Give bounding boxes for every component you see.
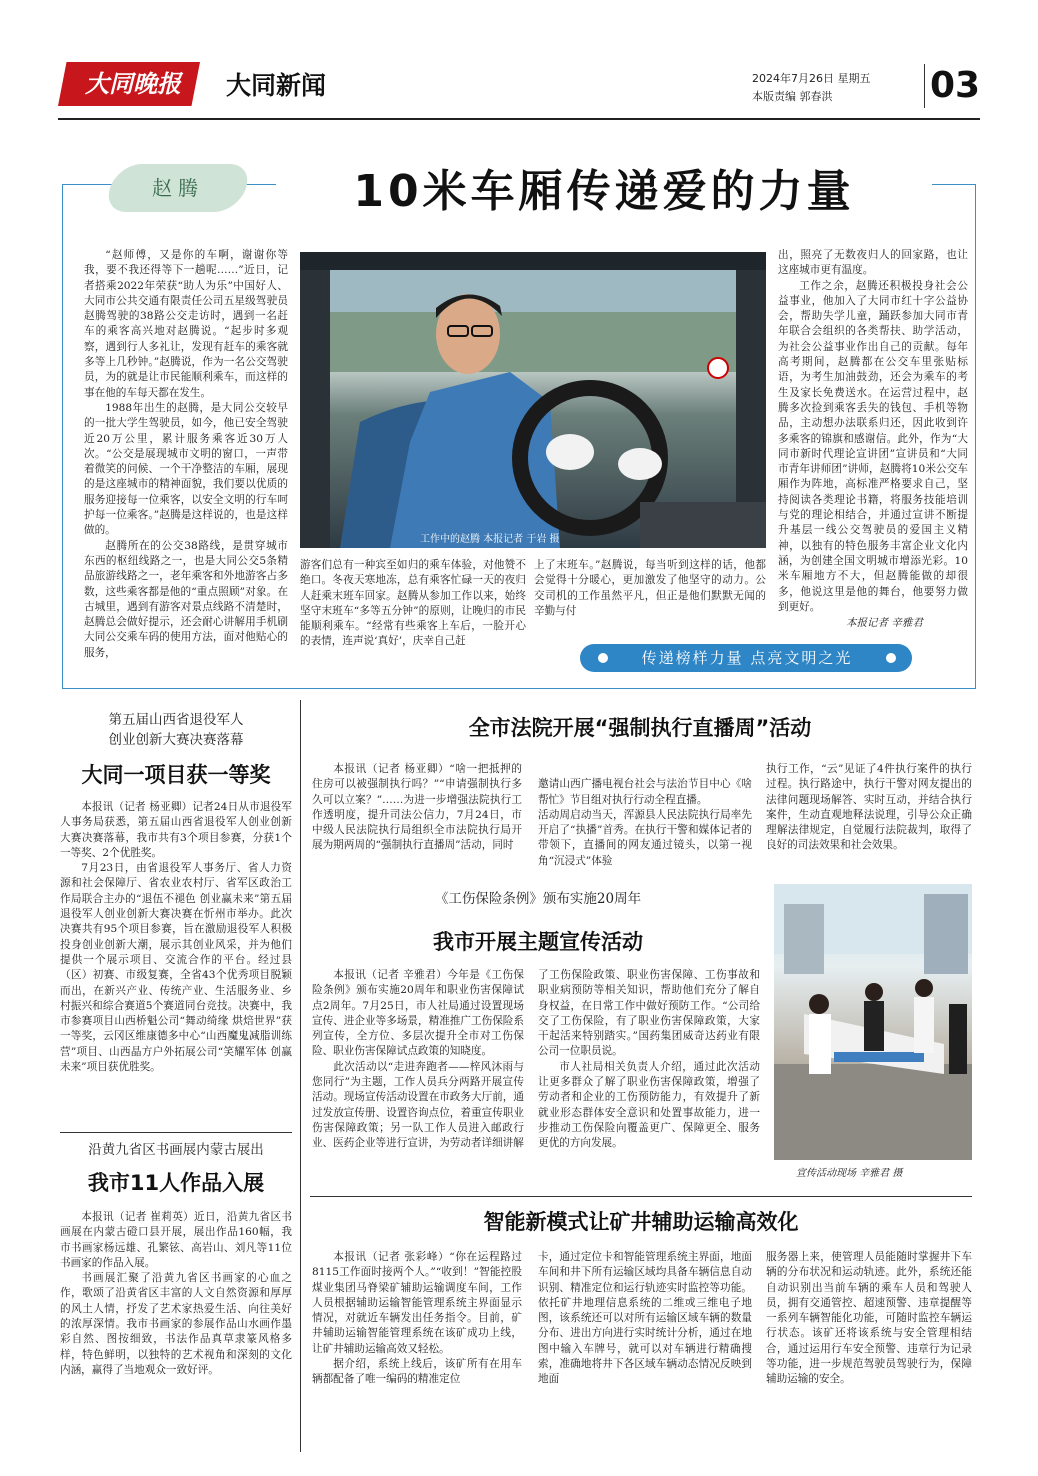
veterans-paragraph: 本报讯（记者 杨亚卿）记者24日从市退役军人事务局获悉，第五届山西省退役军人创业创新大赛决赛落幕，我市共有3个项目参赛，分获1个一等奖、2个优胜奖。 <box>60 801 292 859</box>
court-column-2 <box>538 762 752 872</box>
column-divider <box>300 700 301 1452</box>
feature-paragraph: 出，照亮了无数夜归人的回家路，也让这座城市更有温度。 <box>778 249 968 277</box>
feature-paragraph: 工作之余，赵腾还积极投身社会公益事业，他加入了大同市红十字公益协会，帮助失学儿童，踊跃参加大同市青年联合会组织的各类帮扶、助学活动，为社会公益事业作出自己的贡献。每年高考期间，赵腾都在公交车里张贴标语，为考生加油鼓劲，还会为乘车的考生及家长免费送水。在运营过程中，赵腾多次捡到乘客丢失的钱包、手机等物品，主动想办法联系归还，因此收到许多乘客的锦旗和感谢信。此外，作为“大同市新时代理论宣讲团”宣讲员和“大同市青年讲师团”讲师，赵腾将10米公交车厢作为阵地，高标准严格要求自己，坚持阅读各类理论书籍，将服务技能培训与党的理论相结合，并通过宣讲不断提升基层一线公交驾驶员的爱国主义精神，以独有的特色服务丰富企业文化内涵，为创建全国文明城市增添光彩。10米车厢地方不大，但赵腾能做的却很多，他说这里是他的舞台，他要努力做到更好。 <box>778 279 968 613</box>
logo-text: 大同晚报 <box>85 69 181 98</box>
editor-line: 本版责编 郭春洪 <box>752 90 833 103</box>
art-body <box>60 1210 292 1446</box>
mine-column-1 <box>312 1250 522 1446</box>
campaign-photo-caption: 宣传活动现场 辛雅君 摄 <box>796 1168 903 1179</box>
date-line: 2024年7月26日 星期五 <box>752 72 871 85</box>
page-number: 03 <box>930 65 981 106</box>
mine-paragraph: 本报讯（记者 张彩峰）“你在运程路过8115工作面时接两个人。”“收到！”智能控股煤业集团马脊梁矿辅助运输调度车间，工作人员根据辅助运输智能管理系统主界面显示情况，对就近车辆发出任务指令。目前，矿井辅助运输智能管理系统在该矿成功上线，让矿井辅助运输高效又轻松。 <box>312 1251 522 1355</box>
insurance-kicker: 《工伤保险条例》颁布实施20周年 <box>434 891 642 907</box>
feature-photo-caption: 工作中的赵腾 本报记者 于岩 摄 <box>420 534 560 545</box>
feature-paragraph: 赵腾所在的公交38路线，是贯穿城市东西的枢纽线路之一，也是大同公交5条精品旅游线路之一，老年乘客和外地游客占多数，这些乘客都是他的“重点照顾”对象。在古城里，遇到有游客对景点线路不清楚时，赵腾总会做好提示，还会耐心讲解用手机刷大同公交乘车码的使用方法，面对他贴心的服务， <box>84 539 288 659</box>
banner-dot-left <box>598 653 608 663</box>
section-name: 大同新闻 <box>226 71 327 100</box>
masthead <box>58 58 980 116</box>
court-paragraph: 执行工作，“云”见证了4件执行案件的执行过程。执行路途中，执行干警对网友提出的法律问题现场解答、实时互动，并结合执行案件，生动直观地释法说理，引导公众正确理解法律规定，自觉履行法院裁判，取得了良好的司法效果和社会效果。 <box>766 763 972 852</box>
masthead-divider <box>924 64 925 108</box>
campaign-illustration <box>774 884 972 1160</box>
art-paragraph: 书画展汇聚了沿黄九省区书画家的心血之作，歌颂了沿黄省区丰富的人文自然资源和厚厚的风土人情，抒发了艺术家热爱生活、向往美好的浓厚深情。我市书画家的参展作品山水画作墨彩自然、图按细致，书法作品真草隶篆风格多样，特色鲜明，以独特的艺术视角和深刻的文化内涵，赢得了当地观众一致好评。 <box>60 1272 292 1376</box>
feature-title: 10米车厢传递爱的力量 <box>276 160 932 224</box>
art-title: 我市11人作品入展 <box>87 1171 265 1195</box>
feature-paragraph: 1988年出生的赵腾，是大同公交较早的一批大学生驾驶员，如今，他已安全驾驶近20万公里，累计服务乘客近30万人次。“公交是展现城市文明的窗口，一声带着微笑的问候、一个干净整洁的车厢，展现的是这座城市的精神面貌，我们要以优质的服务迎接每一位乘客，以安全文明的行车呵护每一位乘客。”赵腾是这样说的，也是这样做的。 <box>84 401 288 537</box>
feature-column-1 <box>84 248 288 680</box>
mine-title: 智能新模式让矿井辅助运输高效化 <box>483 1210 799 1234</box>
banner-dot-right <box>886 653 896 663</box>
feature-column-4 <box>778 248 968 618</box>
court-title: 全市法院开展“强制执行直播周”活动 <box>468 716 812 740</box>
art-paragraph: 本报讯（记者 崔莉英）近日，沿黄九省区书画展在内蒙古磴口县开展，展出作品160幅，我市书画家杨远雄、孔繁铉、高岩山、刘凡等11位书画家的作品入展。 <box>60 1211 292 1269</box>
veterans-title: 大同一项目获一等奖 <box>81 763 271 787</box>
insurance-column-2 <box>538 968 760 1192</box>
masthead-rule <box>58 118 980 120</box>
bus-driver-illustration <box>300 252 766 548</box>
feature-paragraph: 上了末班车。”赵腾说，每当听到这样的话，他都会觉得十分暖心，更加激发了他坚守的动力。公交司机的工作虽然平凡，但正是他们默默无闻的辛勤与付 <box>534 559 766 617</box>
veterans-body <box>60 800 292 1124</box>
feature-paragraph: “赵师傅，又是你的车啊，谢谢你等我，要不我还得等下一趟呢……”近日，记者搭乘2022年荣获“助人为乐”中国好人、大同市公共交通有限责任公司五星级驾驶员赵腾驾驶的38路公交走访时，遇到一名赶车的乘客高兴地对赵腾说。“起步时多观察，遇到行人多礼让，发现有赶车的乘客就多等上几秒钟。”赵腾说，作为一名公交驾驶员，为的就是让市民能顺利乘车，而这样的事在他的车每天都在发生。 <box>84 249 288 399</box>
veterans-kicker-1: 第五届山西省退役军人 <box>108 712 244 728</box>
insurance-paragraph: 此次活动以“走进奔跑者——梓风沐雨与您同行”为主题，工作人员兵分两路开展宣传活动。现场宣传活动设置在市政务大厅前，通过发放宣传册、设置咨询点位，着重宣传职业伤害保障政策；另一队工作人员进入邮政行业、医药企业等进行宣讲，为劳动者详细讲解 <box>312 1060 524 1150</box>
author-name: 赵腾 <box>152 176 204 200</box>
art-kicker: 沿黄九省区书画展内蒙古展出 <box>88 1142 264 1158</box>
bus-driver-photo <box>300 252 766 548</box>
mine-divider <box>310 1196 972 1197</box>
mine-paragraph: 卡，通过定位卡和智能管理系统主界面，地面车间和井下所有运输区域均具备车辆信息自动识别、精准定位和运行轨迹实时监控等功能。依托矿井地理信息系统的二维或三维电子地图，该系统还可以对所有运输区域车辆的数量分布、进出方向进行实时统计分析，通过在地图中输入车牌号，就可以对车辆进行精确搜索，准确地将井下各区域车辆动态情况反映到地面 <box>538 1251 752 1386</box>
insurance-column-1 <box>312 968 524 1192</box>
veterans-paragraph: 7月23日，由省退役军人事务厅、省人力资源和社会保障厅、省农业农村厅、省军区政治工作局联合主办的“退伍不褪色 创业赢未来”第五届退役军人创业创新大赛决赛在忻州市举办。此次决赛共有95个项目参赛，旨在激励退役军人积极投身创业创新大潮，展示其创业风采，并为他们提供一个展示项目、交流合作的平台。经过县（区）初赛、市级复赛，全省43个优秀项目脱颖而出，在新兴产业、传统产业、生活服务业、乡村振兴和综合赛道5个赛道同台竞技。决赛中，我市参赛项目山西桥魁公司“舞动绮缘 烘焙世界”获一等奖，云冈区维康德多中心“山西魔鬼减脂训练营”项目、山西晶方户外拓展公司“笑耀军体 创赢未来”项目获优胜奖。 <box>60 862 292 1074</box>
banner-text: 传递榜样力量 点亮文明之光 <box>641 649 853 667</box>
campaign-photo <box>774 884 972 1160</box>
feature-paragraph: 游客们总有一种宾至如归的乘车体验，对他赞不绝口。冬夜天寒地冻，总有乘客忙碌一天的夜归人赶乘末班车回家。赵腾从参加工作以来，始终坚守末班车“多等五分钟”的原则，让晚归的市民能顺利乘车。“经常有些乘客上车后，一脸开心的表情，连声说‘真好’，庆幸自己赶 <box>300 559 526 648</box>
left-divider <box>60 1132 292 1133</box>
court-column-1 <box>312 762 522 872</box>
court-column-3 <box>766 762 972 872</box>
insurance-title: 我市开展主题宣传活动 <box>433 930 643 954</box>
insurance-paragraph: 了工伤保险政策、职业伤害保障、工伤事故和职业病预防等相关知识，帮助他们充分了解自身权益，在日常工作中做好预防工作。“公司给交了工伤保险，有了职业伤害保障政策，大家干起活来特别踏实。”国药集团威奇达药业有限公司一位职员说。 <box>538 969 760 1058</box>
mine-column-2 <box>538 1250 752 1446</box>
feature-column-2 <box>300 558 526 676</box>
insurance-paragraph: 市人社局相关负责人介绍，通过此次活动让更多群众了解了职业伤害保障政策，增强了劳动者和企业的工伤预防能力，有效提升了新就业形态群体安全意识和处置事故能力，进一步推动工伤保险向覆盖更广、保障更全、服务更优的方向发展。 <box>538 1060 760 1150</box>
insurance-paragraph: 本报讯（记者 辛雅君）今年是《工伤保险条例》颁布实施20周年和职业伤害保障试点2周年。7月25日，市人社局通过设置现场宣传、进企业等多场景，精准推广工伤保险系列宣传，全方位、多层次提升全市对工伤保险、职业伤害保障试点政策的知晓度。 <box>312 969 524 1058</box>
mine-paragraph: 据介绍，系统上线后，该矿所有在用车辆都配备了唯一编码的精准定位 <box>312 1358 522 1386</box>
mine-column-3 <box>766 1250 972 1446</box>
court-paragraph: 邀请山西广播电视台社会与法治节目中心《啥帮忙》节目组对执行行动全程直播。 活动周启动当天，浑源县人民法院执行局率先开启了“执播”首秀。在执行干警和媒体记者的带领下，直播间的网友通过镜头，以第一视角“沉浸式”体验 <box>538 778 752 867</box>
feature-byline: 本报记者 辛雅君 <box>846 617 923 629</box>
mine-paragraph: 服务器上来，使管理人员能随时掌握井下车辆的分布状况和运动轨迹。此外，系统还能自动识别出当前车辆的乘车人员和驾驶人员，拥有交通管控、超速预警、违章提醒等一系列车辆智能化功能，可随时监控车辆运行状态。该矿还将该系统与安全管理相结合，通过运用行车安全预警、违章行为记录等功能，进一步规范驾驶员驾驶行为，保障辅助运输的安全。 <box>766 1251 972 1386</box>
veterans-kicker-2: 创业创新大赛决赛落幕 <box>108 732 244 748</box>
court-paragraph: 本报讯（记者 杨亚卿）“啥一把抵押的住房可以被强制执行吗？”“申请强制执行多久可以立案？”……为进一步增强法院执行工作透明度，提升司法公信力，7月24日，市中级人民法院执行局组织全市法院执行局开展为期两周的“强制执行直播周”活动，同时 <box>312 763 522 852</box>
